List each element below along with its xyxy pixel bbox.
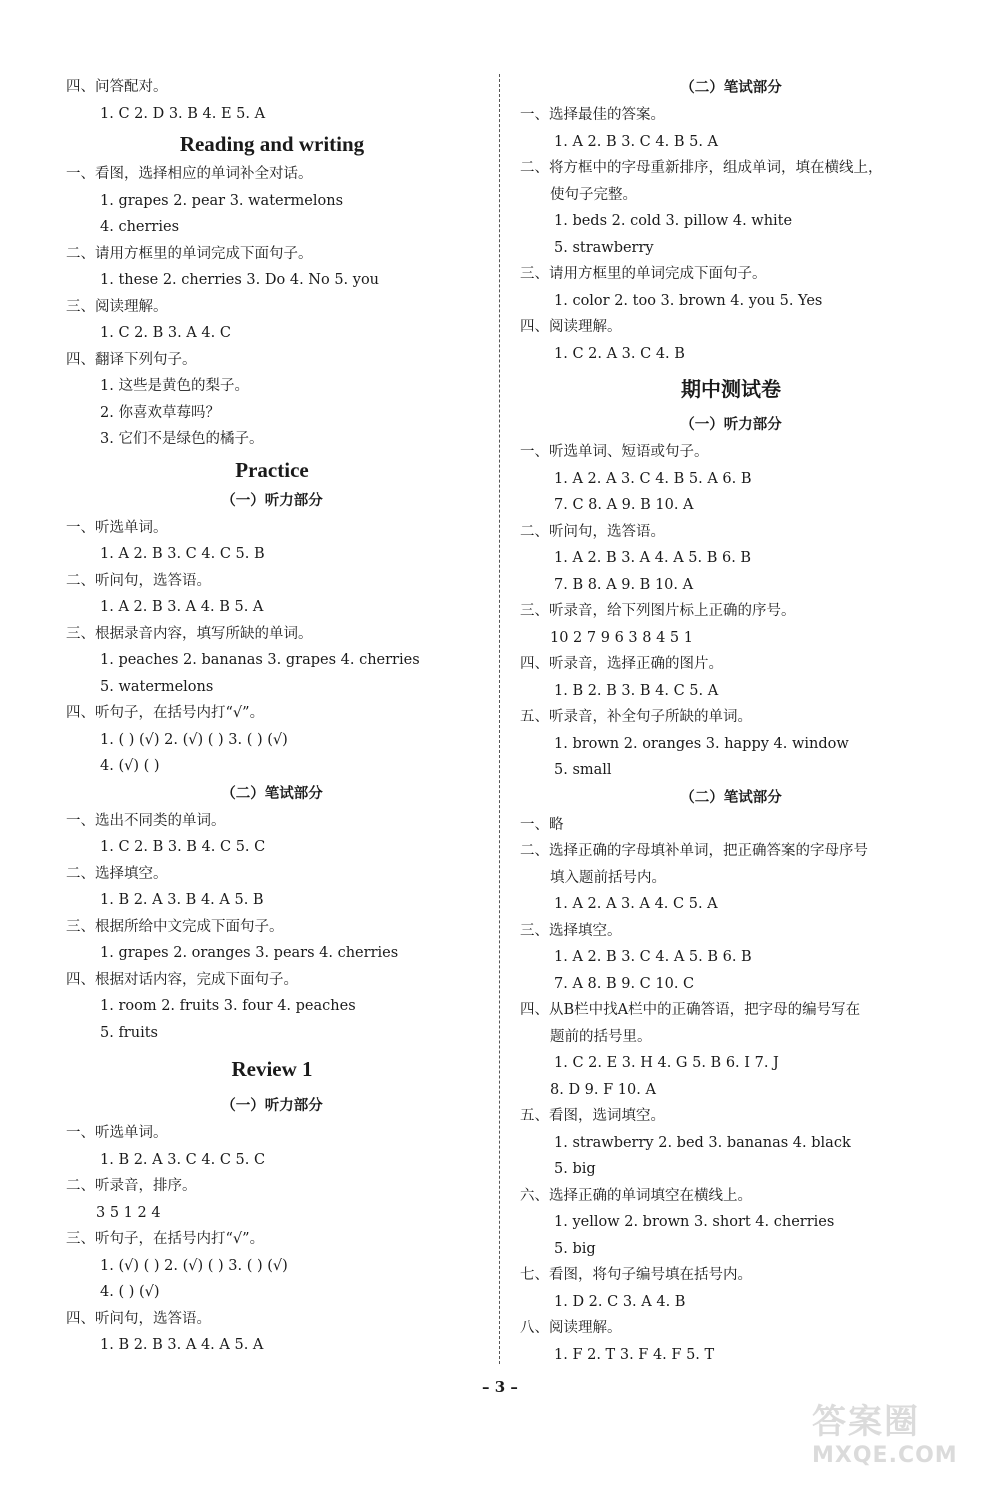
answer-line: 1. A 2. B 3. C 4. B 5. A <box>554 133 719 150</box>
question-heading: 三、选择填空。 <box>520 922 622 939</box>
question-heading: 三、听录音，给下列图片标上正确的序号。 <box>520 603 796 619</box>
question-heading: 四、听录音，选择正确的图片。 <box>520 656 723 672</box>
answer-line: 1. C 2. E 3. H 4. G 5. B 6. I 7. J <box>554 1055 779 1071</box>
answer-line: 1. C 2. B 3. A 4. C <box>100 325 231 341</box>
question-heading: 一、听选单词。 <box>66 1125 168 1141</box>
question-heading: 二、选择填空。 <box>66 865 168 882</box>
question-heading: 八、阅读理解。 <box>520 1320 622 1336</box>
question-heading: 二、听录音，排序。 <box>66 1178 197 1194</box>
question-heading: 二、听问句，选答语。 <box>66 572 211 589</box>
page-number: – 3 – <box>482 1378 518 1396</box>
question-heading: 三、根据所给中文完成下面句子。 <box>66 918 284 935</box>
answer-line: 4. cherries <box>100 219 180 235</box>
watermark-top: 答案圈 <box>812 1402 920 1442</box>
answer-line: 7. A 8. B 9. C 10. C <box>554 975 695 992</box>
answer-line: 1. color 2. too 3. brown 4. you 5. Yes <box>554 292 823 309</box>
answer-line: 5. small <box>554 762 612 778</box>
answer-line: 10 2 7 9 6 3 8 4 5 1 <box>550 629 693 646</box>
answer-line: 填入题前括号内。 <box>550 869 666 886</box>
answer-line: 1. grapes 2. oranges 3. pears 4. cherries <box>100 945 399 961</box>
section-title: Reading and writing <box>179 132 365 156</box>
answer-line: 3. 它们不是绿色的橘子。 <box>100 431 264 447</box>
answer-line: 1. A 2. B 3. C 4. A 5. B 6. B <box>554 949 752 965</box>
answer-line: 1. brown 2. oranges 3. happy 4. window <box>554 735 849 752</box>
answer-line: 4. (√) ( ) <box>100 758 160 774</box>
answer-line: 1. C 2. D 3. B 4. E 5. A <box>100 105 266 122</box>
section-title: Review 1 <box>231 1057 313 1081</box>
question-heading: 四、翻译下列句子。 <box>66 351 197 368</box>
question-heading: 五、看图，选词填空。 <box>520 1108 665 1124</box>
answer-line: 5. watermelons <box>100 678 214 695</box>
answer-line: 1. yellow 2. brown 3. short 4. cherries <box>554 1214 835 1230</box>
question-heading: 一、选出不同类的单词。 <box>66 812 226 829</box>
subsection-heading: （一）听力部分 <box>221 1098 323 1114</box>
subsection-heading: （一）听力部分 <box>680 417 782 433</box>
answer-line: 1. these 2. cherries 3. Do 4. No 5. you <box>100 272 380 288</box>
question-heading: 四、从B栏中找A栏中的正确答语，把字母的编号写在 <box>520 1002 861 1018</box>
subsection-heading: （二）笔试部分 <box>221 785 323 802</box>
answer-line: 1. peaches 2. bananas 3. grapes 4. cherries <box>100 652 420 668</box>
question-heading: 六、选择正确的单词填空在横线上。 <box>520 1187 752 1204</box>
question-heading: 四、听句子，在括号内打“√”。 <box>66 705 265 721</box>
subsection-heading: （二）笔试部分 <box>680 789 782 806</box>
answer-line: 1. A 2. B 3. A 4. B 5. A <box>100 599 264 615</box>
question-heading: 一、听选单词、短语或句子。 <box>520 444 709 460</box>
question-heading: 二、听问句，选答语。 <box>520 523 665 540</box>
answer-line: 1. grapes 2. pear 3. watermelons <box>100 192 344 209</box>
question-heading: 三、听句子，在括号内打“√”。 <box>66 1231 265 1247</box>
answer-line: 7. C 8. A 9. B 10. A <box>554 497 694 513</box>
answer-line: 题前的括号里。 <box>550 1028 652 1045</box>
subsection-heading: （二）笔试部分 <box>680 80 782 96</box>
answer-line: 1. 这些是黄色的梨子。 <box>100 378 249 394</box>
section-title: Practice <box>235 457 309 482</box>
question-heading: 四、问答配对。 <box>66 79 168 95</box>
answer-line: 1. F 2. T 3. F 4. F 5. T <box>554 1346 715 1363</box>
answer-line: 1. (√) ( ) 2. (√) ( ) 3. ( ) (√) <box>100 1257 288 1274</box>
question-heading: 四、阅读理解。 <box>520 319 622 335</box>
answer-line: 1. A 2. B 3. C 4. C 5. B <box>100 546 265 562</box>
answer-line: 5. big <box>554 1161 596 1177</box>
left-column <box>66 74 478 1359</box>
answer-line: 1. A 2. A 3. C 4. B 5. A 6. B <box>554 470 752 487</box>
question-heading: 二、将方框中的字母重新排序，组成单词，填在横线上， <box>520 160 883 176</box>
answer-line: 1. D 2. C 3. A 4. B <box>554 1293 686 1310</box>
question-heading: 五、听录音，补全句子所缺的单词。 <box>520 709 752 725</box>
question-heading: 四、根据对话内容，完成下面句子。 <box>66 971 298 988</box>
answer-line: 1. C 2. B 3. B 4. C 5. C <box>100 839 266 855</box>
answer-line: 使句子完整。 <box>550 186 637 203</box>
question-heading: 一、看图，选择相应的单词补全对话。 <box>66 166 313 182</box>
answer-line: 1. C 2. A 3. C 4. B <box>554 345 685 362</box>
answer-line: 1. ( ) (√) 2. (√) ( ) 3. ( ) (√) <box>100 731 288 748</box>
answer-line: 5. fruits <box>100 1024 158 1041</box>
answer-line: 4. ( ) (√) <box>100 1284 160 1300</box>
question-heading: 三、阅读理解。 <box>66 298 168 315</box>
question-heading: 一、选择最佳的答案。 <box>520 107 665 123</box>
subsection-heading: （一）听力部分 <box>221 492 323 509</box>
answer-line: 1. B 2. B 3. A 4. A 5. A <box>100 1337 264 1353</box>
answer-line: 7. B 8. A 9. B 10. A <box>554 576 694 593</box>
answer-line: 1. strawberry 2. bed 3. bananas 4. black <box>554 1134 851 1151</box>
column-divider <box>499 74 500 1364</box>
answer-line: 8. D 9. F 10. A <box>550 1081 656 1098</box>
answer-line: 1. A 2. B 3. A 4. A 5. B 6. B <box>554 550 752 566</box>
answer-line: 3 5 1 2 4 <box>96 1204 161 1221</box>
answer-line: 1. B 2. A 3. B 4. A 5. B <box>100 892 264 908</box>
right-column <box>520 74 942 1368</box>
question-heading: 二、请用方框里的单词完成下面句子。 <box>66 245 313 262</box>
answer-line: 1. beds 2. cold 3. pillow 4. white <box>554 213 793 229</box>
question-heading: 三、根据录音内容，填写所缺的单词。 <box>66 625 313 642</box>
answer-line: 1. B 2. A 3. C 4. C 5. C <box>100 1151 266 1168</box>
section-title: 期中测试卷 <box>681 377 781 401</box>
answer-line: 5. strawberry <box>554 239 654 256</box>
answer-line: 1. room 2. fruits 3. four 4. peaches <box>100 998 356 1014</box>
answer-line: 2. 你喜欢草莓吗？ <box>100 404 220 421</box>
watermark-bottom: MXQE.COM <box>812 1443 958 1468</box>
question-heading: 一、略 <box>520 816 564 833</box>
question-heading: 一、听选单词。 <box>66 519 168 536</box>
answer-line: 1. B 2. B 3. B 4. C 5. A <box>554 682 719 699</box>
answer-line: 1. A 2. A 3. A 4. C 5. A <box>554 896 718 912</box>
question-heading: 三、请用方框里的单词完成下面句子。 <box>520 266 767 282</box>
question-heading: 四、听问句，选答语。 <box>66 1310 211 1327</box>
answer-line: 5. big <box>554 1240 596 1257</box>
question-heading: 二、选择正确的字母填补单词，把正确答案的字母序号 <box>520 843 868 859</box>
watermark-logo <box>812 1394 982 1472</box>
question-heading: 七、看图，将句子编号填在括号内。 <box>520 1267 752 1283</box>
